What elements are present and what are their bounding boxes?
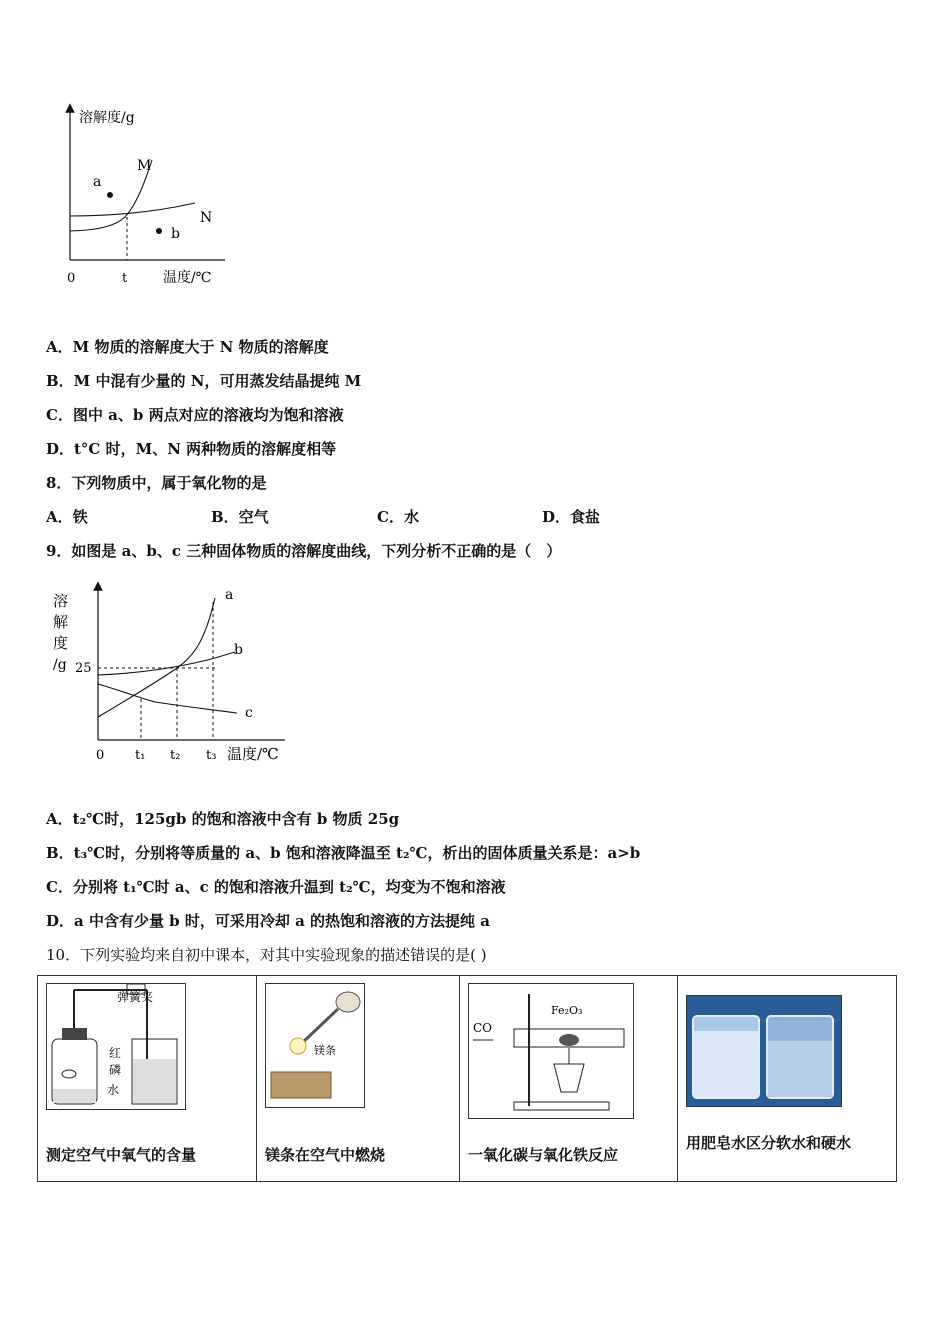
q9-ylabel-4: /g (53, 657, 67, 673)
q9-tick-t3: t₃ (206, 748, 217, 763)
label-clip: 弹簧夹 (117, 990, 154, 1004)
q8-stem: 8．下列物质中，属于氧化物的是 (46, 474, 267, 492)
q7-ylabel: 溶解度/g (79, 110, 135, 126)
label-co: CO (473, 1021, 493, 1035)
q9-xlabel: 温度/℃ (227, 745, 279, 763)
q7-label-b: b (171, 226, 180, 242)
caption-oxygen: 测定空气中氧气的含量 (46, 1146, 197, 1164)
q9-ylabel-3: 度 (53, 634, 69, 652)
label-water: 水 (107, 1083, 120, 1097)
q9-option-d[interactable]: D．a 中含有少量 b 时，可采用冷却 a 的热饱和溶液的方法提纯 a (46, 912, 490, 930)
q7-option-d[interactable]: D．t°C 时，M、N 两种物质的溶解度相等 (46, 440, 337, 458)
q7-option-b[interactable]: B．M 中混有少量的 N，可用蒸发结晶提纯 M (46, 372, 362, 390)
q9-ylabel-1: 溶 (53, 592, 69, 610)
q7-tick-t: t (122, 271, 128, 286)
q8-option-b[interactable]: B．空气 (211, 508, 269, 526)
q9-solubility-graph (45, 580, 295, 775)
q9-option-c[interactable]: C．分别将 t₁℃时 a、c 的饱和溶液升温到 t₂℃，均变为不饱和溶液 (46, 878, 506, 896)
q10-stem: 10．下列实验均来自初中课本，对其中实验现象的描述错误的是( ) (46, 946, 487, 964)
q7-label-a: a (93, 174, 102, 190)
q7-xlabel: 温度/℃ (163, 270, 212, 286)
magnesium-burning-drawing (266, 984, 364, 1107)
q9-tick-t2: t₂ (170, 748, 181, 763)
q9-option-a[interactable]: A．t₂℃时，125gb 的饱和溶液中含有 b 物质 25g (46, 810, 400, 828)
q8-option-a[interactable]: A．铁 (46, 508, 88, 526)
q10-cell-magnesium (257, 976, 460, 1182)
q7-label-m: M (137, 158, 152, 174)
q10-cell-soap (678, 976, 897, 1182)
q8-option-d[interactable]: D．食盐 (542, 508, 601, 526)
q7-origin: 0 (67, 271, 76, 286)
label-mg: 镁条 (314, 1044, 336, 1057)
co-reaction-drawing (469, 984, 633, 1118)
q7-curve-n (70, 203, 195, 216)
q9-curve-b (98, 652, 235, 675)
q9-tick-t1: t₁ (135, 748, 146, 763)
q10-cell-co (460, 976, 678, 1182)
q7-option-a[interactable]: A．M 物质的溶解度大于 N 物质的溶解度 (46, 338, 329, 356)
q9-stem: 9．如图是 a、b、c 三种固体物质的溶解度曲线，下列分析不正确的是（ ） (46, 542, 562, 560)
q7-solubility-graph (55, 100, 240, 295)
q9-ylabel-2: 解 (53, 613, 69, 631)
q9-curve-c (98, 684, 237, 713)
soap-water-drawing (687, 996, 841, 1106)
q7-point-a (107, 192, 113, 198)
q9-curve-a (98, 598, 215, 717)
magnesium-burning-image (265, 983, 365, 1108)
q10-experiment-table (37, 975, 897, 1182)
q7-option-c[interactable]: C．图中 a、b 两点对应的溶液均为饱和溶液 (46, 406, 344, 424)
q9-origin: 0 (96, 748, 105, 763)
co-reaction-image (468, 983, 634, 1119)
q9-label-a: a (225, 587, 234, 603)
caption-co: 一氧化碳与氧化铁反应 (468, 1146, 619, 1164)
q9-y-tick-25: 25 (75, 661, 92, 676)
q9-label-b: b (234, 642, 243, 658)
q7-point-b (156, 228, 162, 234)
q8-option-c[interactable]: C．水 (377, 508, 419, 526)
label-phos: 磷 (109, 1063, 122, 1077)
q7-label-n: N (200, 210, 213, 226)
label-red: 红 (109, 1046, 122, 1060)
caption-soap: 用肥皂水区分软水和硬水 (686, 1134, 852, 1152)
soap-water-image (686, 995, 842, 1107)
q10-cell-oxygen (38, 976, 257, 1182)
q9-label-c: c (245, 705, 253, 721)
oxygen-apparatus-drawing (47, 984, 185, 1109)
oxygen-apparatus-image (46, 983, 186, 1110)
q9-option-b[interactable]: B．t₃℃时，分别将等质量的 a、b 饱和溶液降温至 t₂℃，析出的固体质量关系是：a>b (46, 844, 641, 862)
label-fe2o3: Fe₂O₃ (551, 1004, 583, 1017)
caption-magnesium: 镁条在空气中燃烧 (265, 1146, 386, 1164)
